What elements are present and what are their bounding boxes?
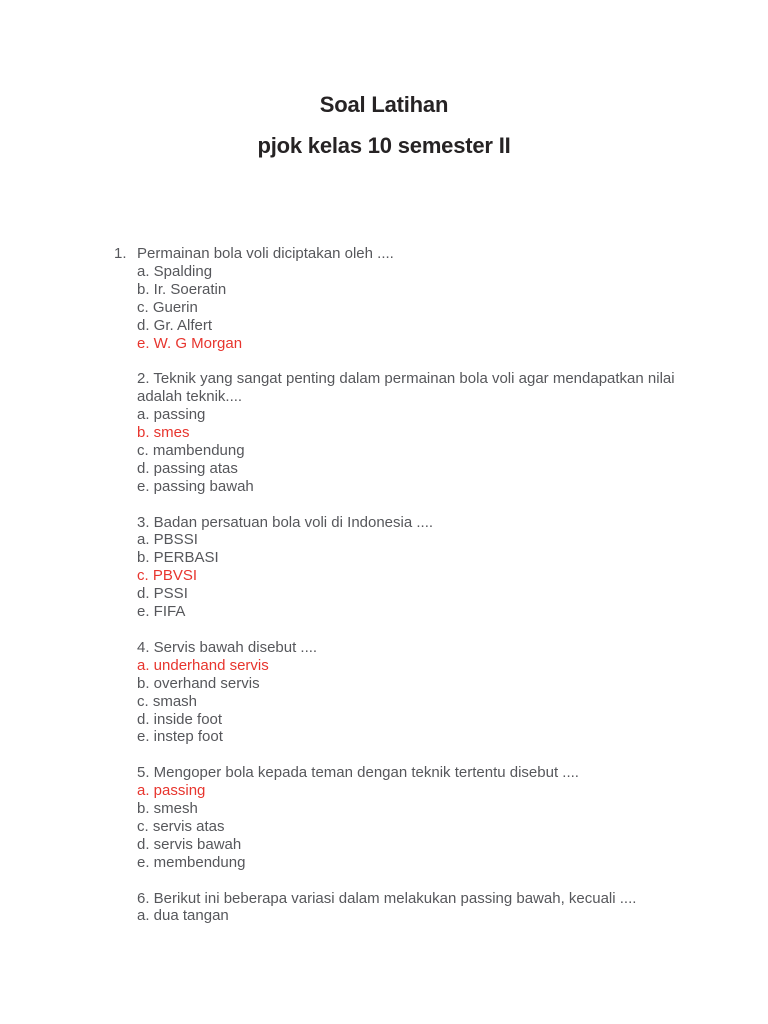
question-2-option-b-answer: b. smes [137, 424, 190, 442]
question-6 [137, 890, 697, 926]
question-2-option-a: a. passing [137, 406, 206, 424]
question-4-option-d: d. inside foot [137, 710, 223, 728]
question-1-option-e-answer: e. W. G Morgan [137, 334, 243, 352]
question-1-option-c: c. Guerin [137, 298, 198, 316]
question-3-option-a: a. PBSSI [137, 531, 198, 549]
question-3-option-e: e. FIFA [137, 603, 186, 621]
doc-title: Soal Latihan [319, 92, 449, 117]
question-5 [137, 764, 697, 871]
question-5-option-a-answer: a. passing [137, 782, 206, 800]
question-4-option-c: c. smash [137, 692, 198, 710]
question-4-text-line-1: 4. Servis bawah disebut .... [137, 638, 318, 656]
question-1-text-line-1: 1. Permainan bola voli diciptakan oleh .... [114, 245, 394, 262]
question-3 [137, 514, 697, 621]
question-2-text-line-2: adalah teknik.... [137, 388, 243, 406]
question-3-option-d: d. PSSI [137, 585, 188, 603]
question-4-option-b: b. overhand servis [137, 674, 260, 692]
question-1 [114, 245, 697, 352]
question-5-option-d: d. servis bawah [137, 835, 242, 853]
question-3-text-line-1: 3. Badan persatuan bola voli di Indonesia .... [137, 513, 434, 531]
question-5-option-c: c. servis atas [137, 817, 225, 835]
question-4-option-e: e. instep foot [137, 728, 223, 746]
question-1-option-b: b. Ir. Soeratin [137, 280, 227, 298]
question-6-text-line-1: 6. Berikut ini beberapa variasi dalam melakukan passing bawah, kecuali .... [137, 889, 637, 907]
question-4 [137, 639, 697, 746]
question-1-option-d: d. Gr. Alfert [137, 316, 213, 334]
question-2-option-c: c. mambendung [137, 441, 245, 459]
doc-subtitle: pjok kelas 10 semester II [257, 133, 511, 158]
question-5-text-line-1: 5. Mengoper bola kepada teman dengan teknik tertentu disebut .... [137, 764, 579, 782]
question-3-option-b: b. PERBASI [137, 549, 219, 567]
question-1-number: 1. [114, 245, 127, 262]
question-4-option-a-answer: a. underhand servis [137, 656, 269, 674]
question-5-option-b: b. smesh [137, 800, 198, 818]
question-1-option-a: a. Spalding [137, 262, 213, 280]
questions-list [114, 245, 697, 925]
question-2-option-e: e. passing bawah [137, 477, 254, 495]
question-2 [137, 370, 697, 495]
question-3-option-c-answer: c. PBVSI [137, 567, 198, 585]
question-5-option-e: e. membendung [137, 853, 246, 871]
question-2-text-line-1: 2. Teknik yang sangat penting dalam permainan bola voli agar mendapatkan nilai [137, 370, 675, 388]
question-6-option-a: a. dua tangan [137, 907, 229, 925]
question-2-option-d: d. passing atas [137, 459, 238, 477]
